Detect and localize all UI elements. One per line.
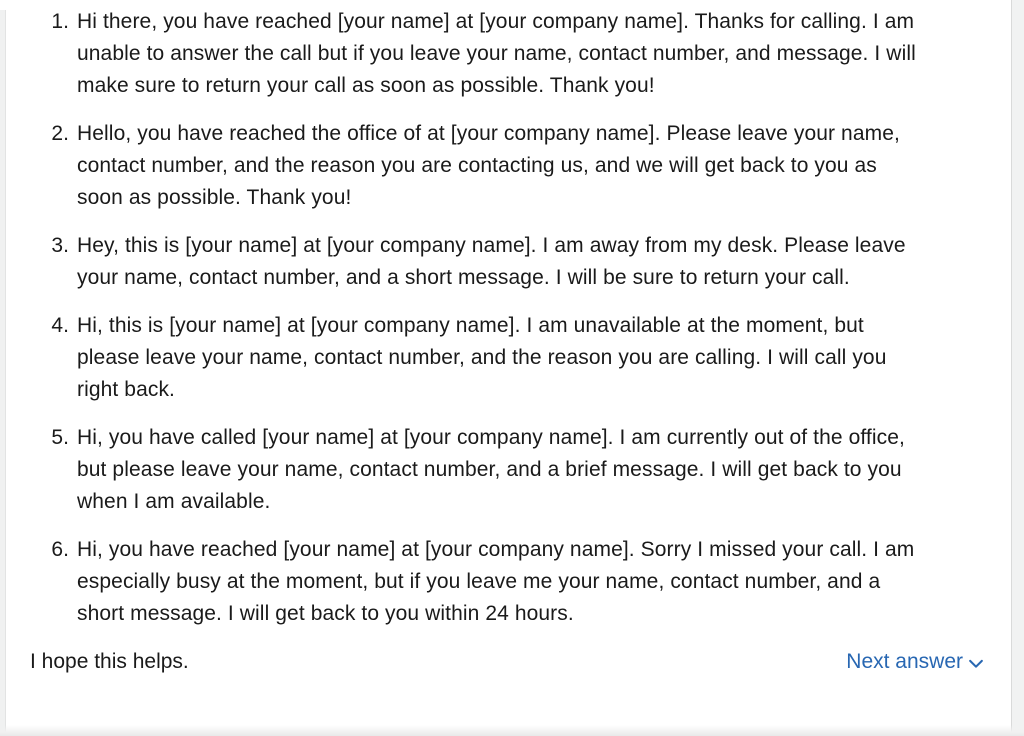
answer-item-5: 5. Hi, you have called [your name] at [your company name]. I am currently out of the office, but please leave your name, contact number, and a brief message. I will get back to you when I am available. bbox=[75, 422, 925, 518]
answer-card bbox=[6, 0, 1012, 725]
answer-item-3: 3. Hey, this is [your name] at [your company name]. I am away from my desk. Please leave your name, contact number, and a short message. I will be sure to return your call. bbox=[75, 230, 925, 294]
next-answer-label: Next answer bbox=[846, 650, 963, 673]
chevron-down-icon bbox=[967, 655, 985, 673]
answer-footer bbox=[30, 646, 985, 678]
answer-item-1: 1. Hi there, you have reached [your name] at [your company name]. Thanks for calling. I am unable to answer the call but if you leave your name, contact number, and message. I will make sure to return your call as soon as possible. Thank you! bbox=[75, 6, 925, 102]
answer-item-4: 4. Hi, this is [your name] at [your company name]. I am unavailable at the moment, but please leave your name, contact number, and the reason you are calling. I will call you right back. bbox=[75, 310, 925, 406]
next-answer-button[interactable] bbox=[846, 646, 985, 678]
answer-item-6: 6. Hi, you have reached [your name] at [your company name]. Sorry I missed your call. I am especially busy at the moment, but if you leave me your name, contact number, and a short message. I will get back to you within 24 hours. bbox=[75, 534, 925, 630]
page-bottom-edge bbox=[0, 725, 1024, 736]
answer-item-2: 2. Hello, you have reached the office of at [your company name]. Please leave your name, contact number, and the reason you are contacting us, and we will get back to you as soon as possible. Thank you! bbox=[75, 118, 925, 214]
page-right-edge bbox=[1011, 0, 1024, 736]
closing-text: I hope this helps. bbox=[30, 650, 189, 673]
answer-list bbox=[30, 6, 925, 630]
